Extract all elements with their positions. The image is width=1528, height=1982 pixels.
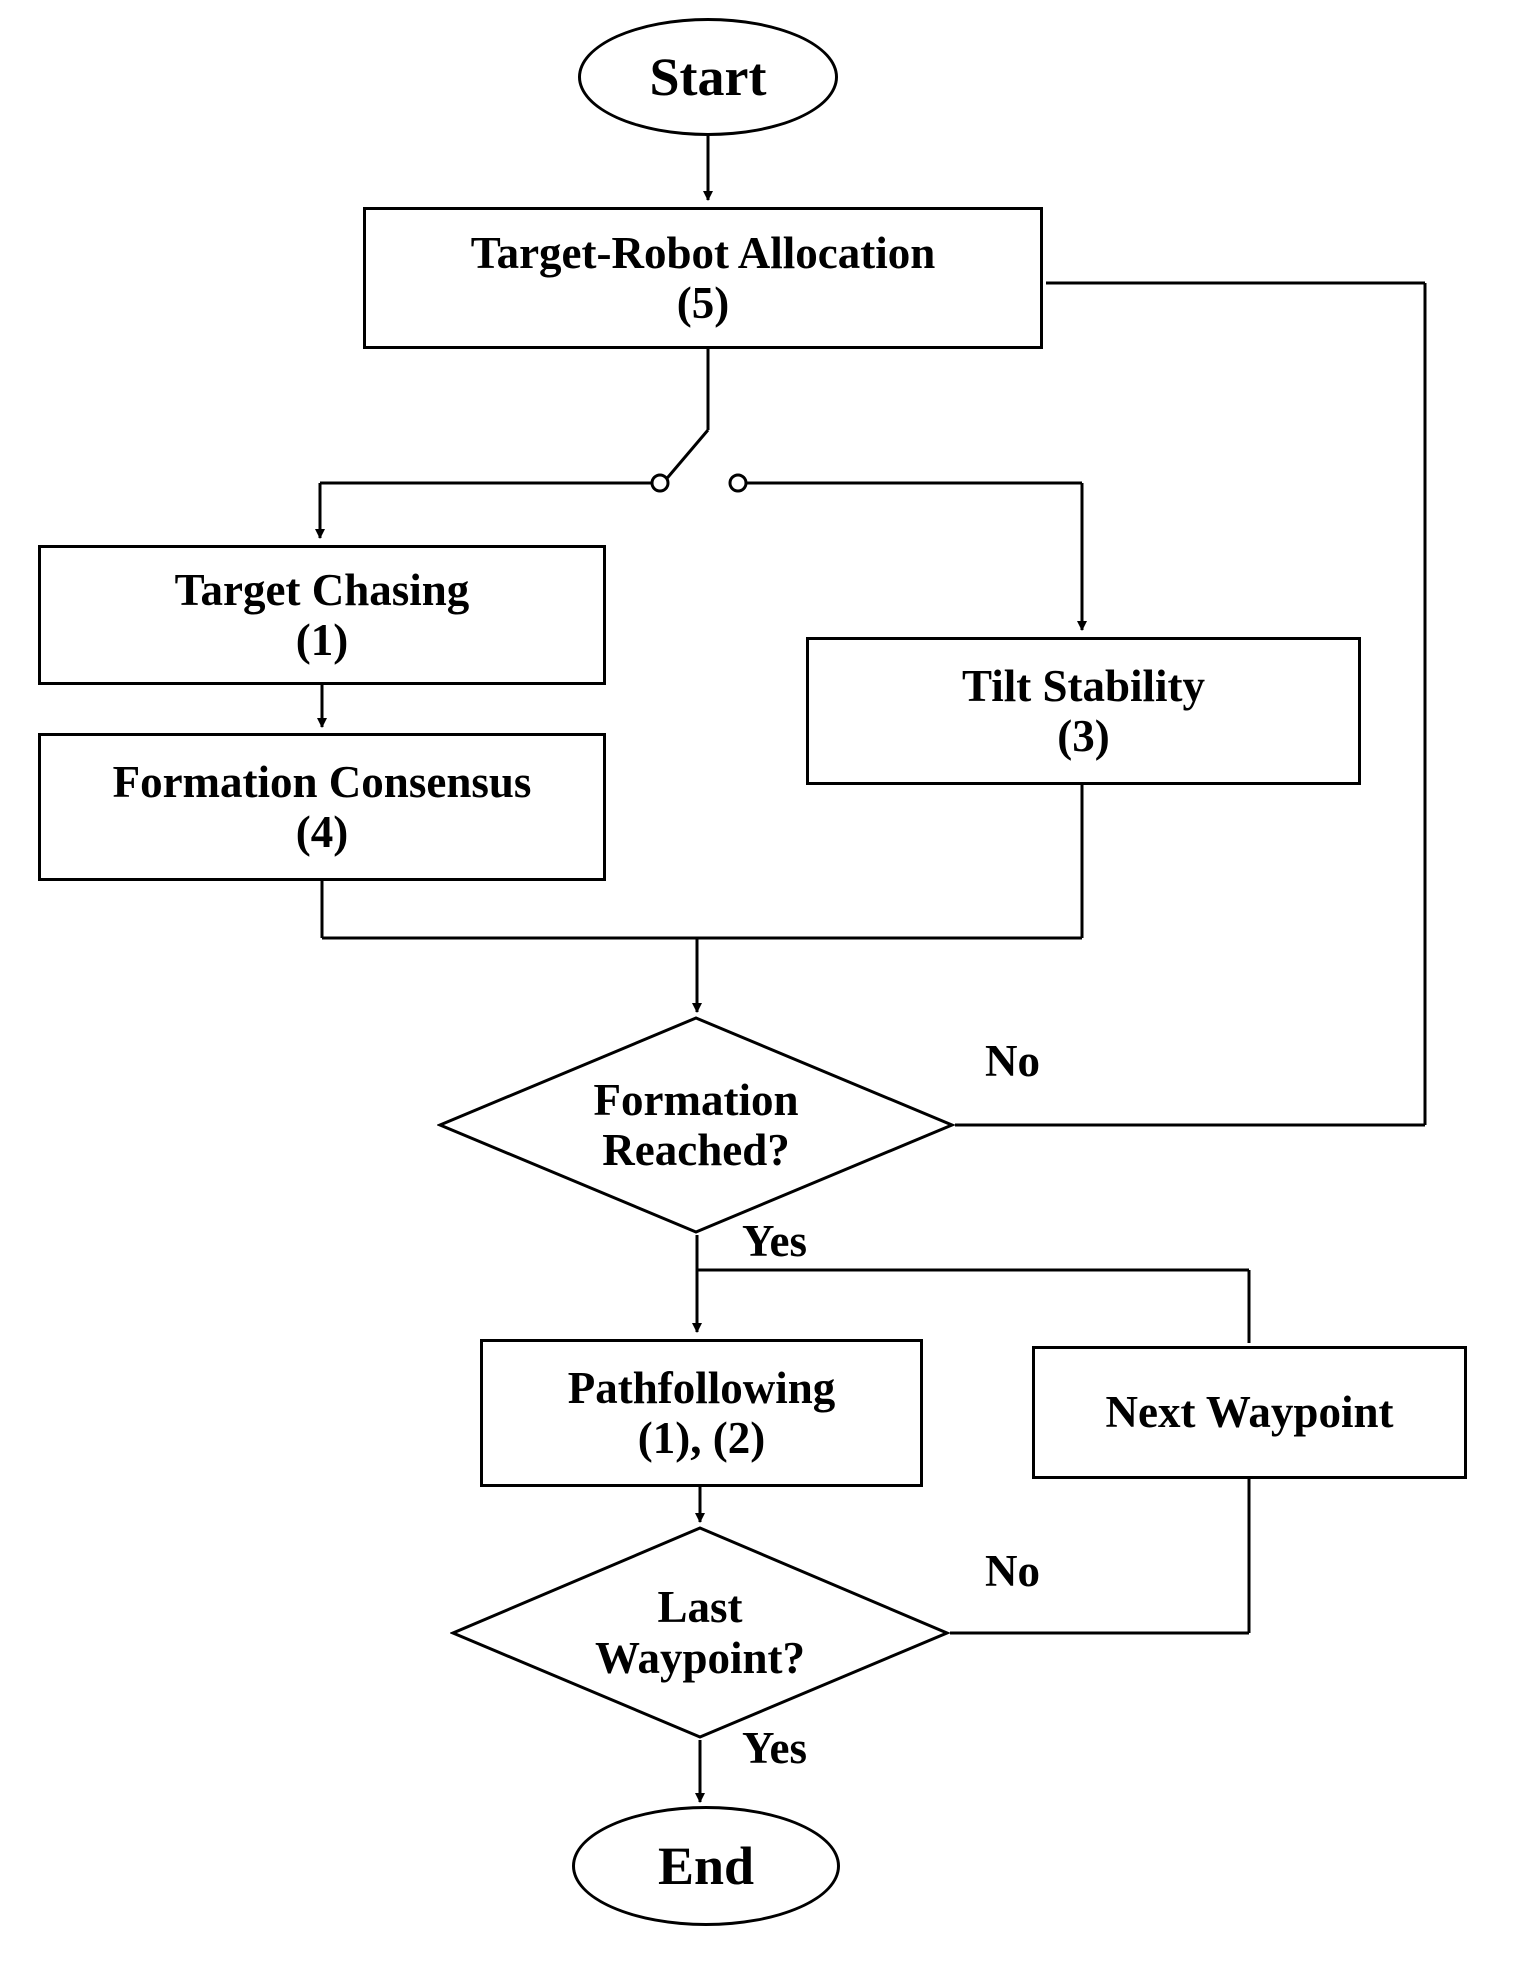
node-end-label: End: [657, 1835, 755, 1896]
node-consensus-ref: (4): [295, 807, 349, 857]
node-target-chasing: [38, 545, 606, 685]
edge-label-yes-formation: Yes: [742, 1216, 807, 1266]
node-tilt-label: Tilt Stability: [962, 660, 1205, 711]
node-tilt-ref: (3): [1057, 711, 1110, 761]
node-last-waypoint-decision: [450, 1525, 950, 1740]
node-end: [572, 1806, 840, 1926]
edge-label-yes-end: Yes: [742, 1723, 807, 1773]
node-target-robot-allocation: [363, 207, 1043, 349]
node-chasing-ref: (1): [295, 615, 349, 665]
node-pathfollowing-label: Pathfollowing: [567, 1362, 836, 1413]
node-start-label: Start: [649, 46, 767, 107]
node-pathfollowing-ref: (1), (2): [637, 1413, 766, 1463]
node-formation-reached-line1: Formation: [593, 1074, 799, 1125]
node-formation-consensus: [38, 733, 606, 881]
node-next-waypoint: [1032, 1346, 1467, 1479]
node-last-waypoint-line2: Waypoint?: [594, 1632, 806, 1683]
node-next-waypoint-label: Next Waypoint: [1105, 1387, 1394, 1438]
node-allocation-ref: (5): [676, 278, 730, 328]
node-last-waypoint-line1: Last: [657, 1582, 743, 1633]
node-pathfollowing: [480, 1339, 923, 1487]
node-formation-reached-line2: Reached?: [602, 1125, 790, 1175]
node-formation-reached-decision: [437, 1015, 955, 1235]
node-chasing-label: Target Chasing: [174, 564, 470, 615]
node-consensus-label: Formation Consensus: [112, 756, 532, 807]
node-start: [578, 18, 838, 136]
node-tilt-stability: [806, 637, 1361, 785]
node-allocation-label: Target-Robot Allocation: [470, 227, 936, 278]
edge-label-no-formation: No: [985, 1036, 1040, 1086]
edge-label-no-waypoint: No: [985, 1546, 1040, 1596]
